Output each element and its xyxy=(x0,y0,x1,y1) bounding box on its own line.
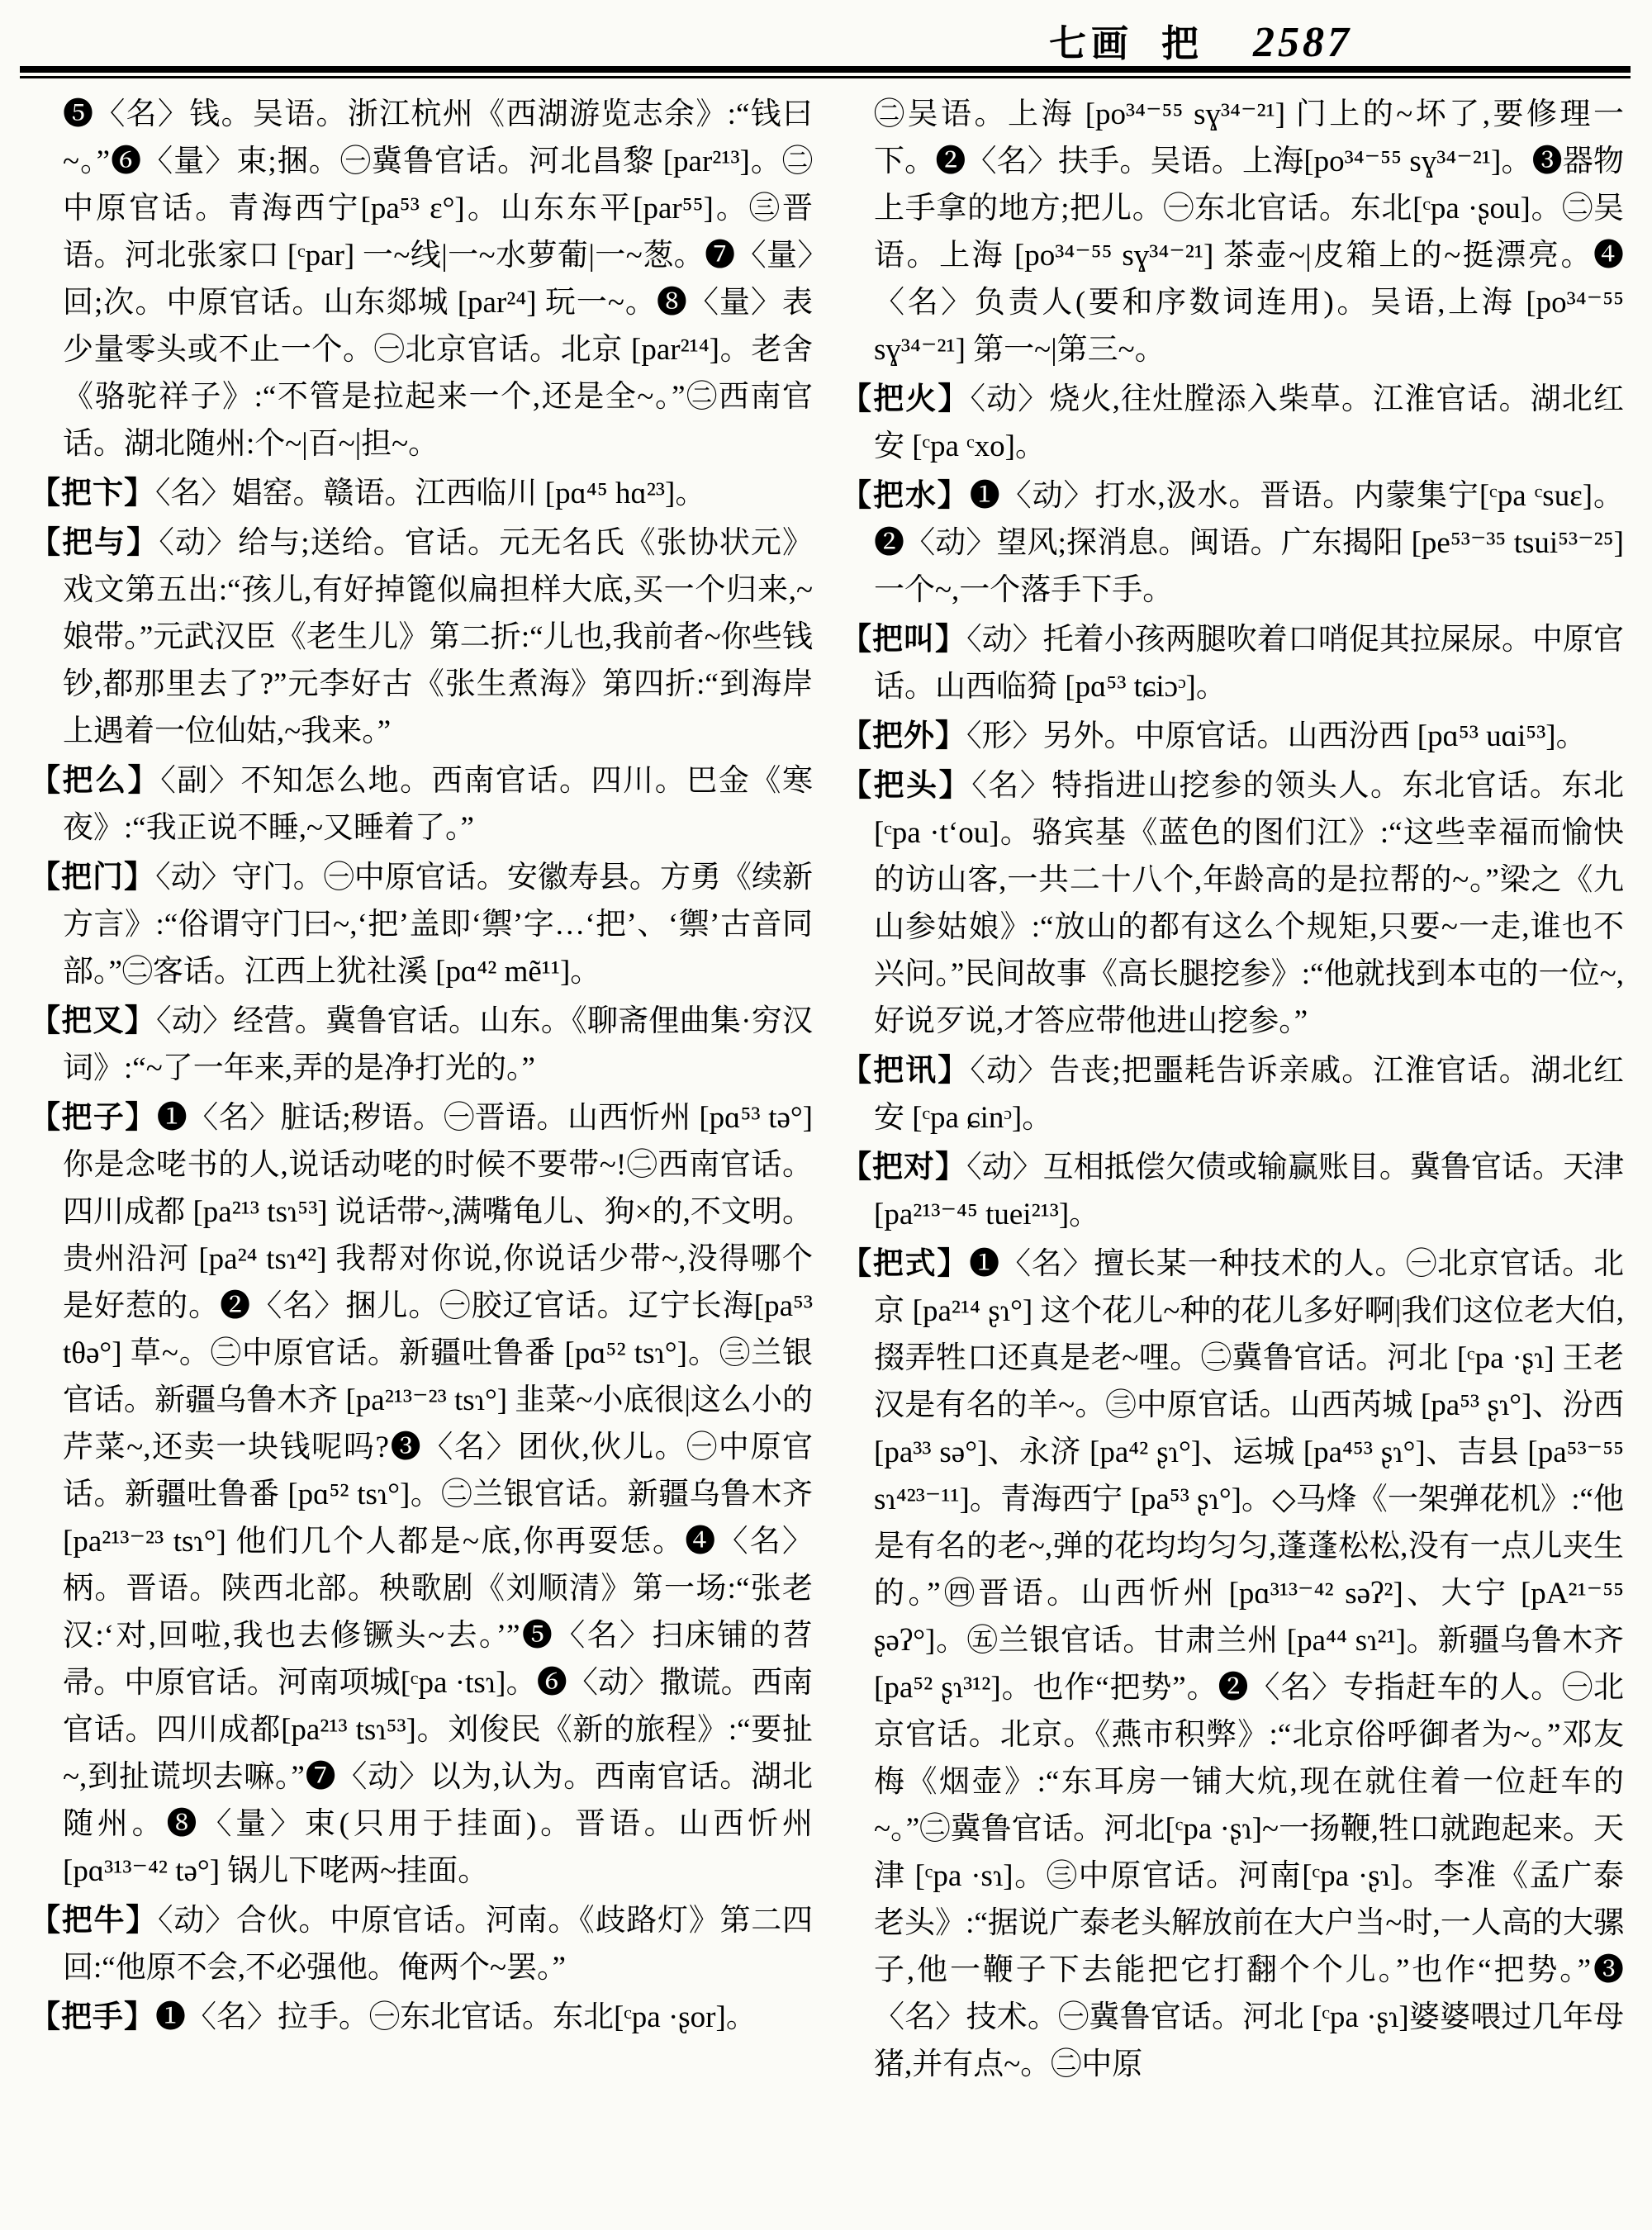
dictionary-entry xyxy=(841,616,1624,710)
entry-headword: 【把牛】 xyxy=(30,1904,159,1938)
dictionary-entry xyxy=(841,762,1624,1045)
entry-body: ❶〈名〉擅长某一种技术的人。㊀北京官话。北京 [pa²¹⁴ ʂɿ°] 这个花儿~种的花儿多好啊|我们这位老大伯,掇弄牲口还真是老~哩。㊁冀鲁官话。河北 [ᶜpa ·ʂɿ] 王老汉是有名的羊~。㊂中原官话。山西芮城 [pa⁵³ ʂɿ°]、汾西 [pa³³ sə°]、永济 [pa⁴² ʂɿ°]、运城 [pa⁴⁵³ ʂɿ°]、吉县 [pa⁵³⁻⁵⁵ sɿ⁴²³⁻¹¹]。青海西宁 [pa⁵³ ʂɿ°]。◇马烽《一架弹花机》:“他是有名的老~,弹的花均均匀匀,蓬蓬松松,没有一点儿夹生的。”㊃晋语。山西忻州 [pɑ³¹³⁻⁴² səʔ²]、大宁 [pA²¹⁻⁵⁵ ʂəʔ°]。㊄兰银官话。甘肃兰州 [pa⁴⁴ sɿ²¹]。新疆乌鲁木齐[pa⁵² ʂɿ³¹²]。也作“把势”。❷〈名〉专指赶车的人。㊀北京官话。北京。《燕市积弊》:“北京俗呼御者为~。”邓友梅《烟壶》:“东耳房一铺大炕,现在就住着一位赶车的~。”㊁冀鲁官话。河北[ᶜpa ·ʂɿ]~一扬鞭,牲口就跑起来。天津 [ᶜpa ·sɿ]。㊂中原官话。河南[ᶜpa ·ʂɿ]。李准《孟广泰老头》:“据说广泰老头解放前在大户当~时,一人高的大骡子,他一鞭子下去能把它打翻个个儿。”也作“把势。”❸〈名〉技术。㊀冀鲁官话。河北 [ᶜpa ·ʂɿ]婆婆喂过几年母猪,并有点~。㊁中原 xyxy=(874,1247,1624,2081)
entry-body: 〈动〉经营。冀鲁官话。山东。《聊斋俚曲集·穷汉词》:“~了一年来,弄的是净打光的。” xyxy=(63,1004,813,1085)
entry-headword: 【把叫】 xyxy=(841,623,967,657)
head-character: 把 xyxy=(1161,23,1204,64)
entry-body: 〈动〉托着小孩两腿吹着口哨促其拉屎尿。中原官话。山西临猗 [pɑ⁵³ tɕiɔᵓ]。 xyxy=(874,623,1624,704)
entry-headword: 【把讯】 xyxy=(841,1054,971,1088)
entry-headword: 【把子】 xyxy=(30,1101,157,1135)
entry-headword: 【把手】 xyxy=(30,2000,155,2034)
entry-body: 〈动〉给与;送给。官话。元无名氏《张协状元》戏文第五出:“孩儿,有好掉篦似扁担样大底,买一个归来,~娘带。”元武汉臣《老生儿》第二折:“儿也,我前者~你些钱钞,都那里去了?”元李好古《张生煮海》第四折:“到海岸上遇着一位仙姑,~我来。” xyxy=(63,526,813,748)
entry-headword: 【把头】 xyxy=(841,769,972,803)
divider-thick-line xyxy=(20,66,1631,73)
dictionary-entry xyxy=(30,520,813,755)
entry-body: ❶〈名〉脏话;秽语。㊀晋语。山西忻州 [pɑ⁵³ tə°] 你是念咾书的人,说话动咾的时候不要带~!㊁西南官话。四川成都 [pa²¹³ tsɿ⁵³] 说话带~,满嘴龟儿、狗×的,不文明。贵州沿河 [pa²⁴ tsɿ⁴²] 我帮对你说,你说话少带~,没得哪个是好惹的。❷〈名〉捆儿。㊀胶辽官话。辽宁长海[pa⁵³ tθə°] 草~。㊁中原官话。新疆吐鲁番 [pɑ⁵² tsɿ°]。㊂兰银官话。新疆乌鲁木齐 [pa²¹³⁻²³ tsɿ°] 韭菜~小底很|这么小的芹菜~,还卖一块钱呢吗?❸〈名〉团伙,伙儿。㊀中原官话。新疆吐鲁番 [pɑ⁵² tsɿ°]。㊁兰银官话。新疆乌鲁木齐 [pa²¹³⁻²³ tsɿ°] 他们几个人都是~底,你再耍恁。❹〈名〉柄。晋语。陕西北部。秧歌剧《刘顺清》第一场:“张老汉:‘对,回啦,我也去修镢头~去。’”❺〈名〉扫床铺的苕帚。中原官话。河南项城[ᶜpa ·tsɿ]。❻〈动〉撒谎。西南官话。四川成都[pa²¹³ tsɿ⁵³]。刘俊民《新的旅程》:“要扯~,到扯谎坝去嘛。”❼〈动〉以为,认为。西南官话。湖北随州。❽〈量〉束(只用于挂面)。晋语。山西忻州[pɑ³¹³⁻⁴² tə°] 锅儿下咾两~挂面。 xyxy=(63,1101,813,1888)
entry-headword: 【把与】 xyxy=(30,526,159,560)
entry-body: 〈动〉烧火,往灶膛添入柴草。江淮官话。湖北红安 [ᶜpa ᶜxo]。 xyxy=(874,382,1624,463)
entry-headword: 【把叉】 xyxy=(30,1004,157,1038)
continued-entry-text xyxy=(841,91,1624,373)
page-header xyxy=(0,0,1652,66)
page-number: 2587 xyxy=(1253,19,1353,66)
dictionary-entry xyxy=(841,1241,1624,2088)
dictionary-entry xyxy=(30,1994,813,2041)
entry-headword: 【把外】 xyxy=(841,719,966,753)
dictionary-entry xyxy=(841,1047,1624,1141)
dictionary-entry xyxy=(30,470,813,517)
entry-headword: 【把卞】 xyxy=(30,477,155,510)
entry-body: 〈动〉互相抵偿欠债或输赢账目。冀鲁官话。天津 [pa²¹³⁻⁴⁵ tuei²¹³]。 xyxy=(874,1151,1624,1231)
entry-body: 〈动〉合伙。中原官话。河南。《歧路灯》第二四回:“他原不会,不必强他。俺两个~罢。” xyxy=(63,1904,813,1985)
left-column xyxy=(30,91,813,2222)
divider-thin-line xyxy=(20,76,1631,78)
entry-headword: 【把对】 xyxy=(841,1151,967,1184)
right-column xyxy=(841,91,1624,2222)
dictionary-entry xyxy=(30,1897,813,1991)
dictionary-entry xyxy=(30,1094,813,1895)
radical-stroke-section: 七画 xyxy=(1049,23,1134,64)
entry-body: ❶〈名〉拉手。㊀东北官话。东北[ᶜpa ·ʂor]。 xyxy=(155,2000,757,2034)
entry-headword: 【把门】 xyxy=(30,861,156,894)
entry-body: 〈动〉守门。㊀中原官话。安徽寿县。方勇《续新方言》:“俗谓守门曰~,‘把’盖即‘禦’字…‘把’、‘禦’古音同部。”㊁客话。江西上犹社溪 [pɑ⁴² mẽ¹¹]。 xyxy=(63,861,813,989)
running-head xyxy=(1049,13,1352,67)
dictionary-entry xyxy=(30,998,813,1092)
continued-entry-text xyxy=(30,91,813,467)
entry-body: 〈副〉不知怎么地。西南官话。四川。巴金《寒夜》:“我正说不睡,~又睡着了。” xyxy=(63,764,813,845)
header-divider-rule xyxy=(20,66,1631,78)
entry-headword: 【把火】 xyxy=(841,382,971,416)
entry-body: 〈名〉特指进山挖参的领头人。东北官话。东北[ᶜpa ·tʻou]。骆宾基《蓝色的图们江》:“这些幸福而愉快的访山客,一共二十八个,年龄高的是拉帮的~。”梁之《九山参姑娘》:“放山的都有这么个规矩,只要~一走,谁也不兴问。”民间故事《高长腿挖参》:“他就找到本屯的一位~,好说歹说,才答应带他进山挖参。” xyxy=(874,769,1624,1038)
dictionary-entry xyxy=(841,472,1624,614)
entry-body: ❶〈动〉打水,汲水。晋语。内蒙集宁[ᶜpa ᶜsuɛ]。❷〈动〉望风;探消息。闽语。广东揭阳 [pe⁵³⁻³⁵ tsui⁵³⁻²⁵] 一个~,一个落手下手。 xyxy=(874,479,1624,607)
entry-body: 〈名〉娼窑。赣语。江西临川 [pɑ⁴⁵ hɑ²³]。 xyxy=(155,477,706,510)
entry-headword: 【把水】 xyxy=(841,479,970,513)
dictionary-entry xyxy=(30,757,813,852)
entry-body: 〈动〉告丧;把噩耗告诉亲戚。江淮官话。湖北红安 [ᶜpa ɕinᵓ]。 xyxy=(874,1054,1624,1135)
entry-headword: 【把式】 xyxy=(841,1247,970,1281)
entry-body: 〈形〉另外。中原官话。山西汾西 [pɑ⁵³ uɑi⁵³]。 xyxy=(966,719,1587,753)
entry-body: ㊁吴语。上海 [po³⁴⁻⁵⁵ sɣ³⁴⁻²¹] 门上的~坏了,要修理一下。❷〈名〉扶手。吴语。上海[po³⁴⁻⁵⁵ sɣ³⁴⁻²¹]。❸器物上手拿的地方;把儿。㊀东北官话。东北[ᶜpa ·ʂou]。㊁吴语。上海 [po³⁴⁻⁵⁵ sɣ³⁴⁻²¹] 茶壶~|皮箱上的~挺漂亮。❹〈名〉负责人(要和序数词连用)。吴语,上海 [po³⁴⁻⁵⁵ sɣ³⁴⁻²¹] 第一~|第三~。 xyxy=(874,97,1624,367)
entry-headword: 【把么】 xyxy=(30,764,161,798)
dictionary-entry xyxy=(841,1144,1624,1238)
entry-body: ❺〈名〉钱。吴语。浙江杭州《西湖游览志余》:“钱曰~。”❻〈量〉束;捆。㊀冀鲁官话。河北昌黎 [par²¹³]。㊁中原官话。青海西宁[pa⁵³ ɛ°]。山东东平[par⁵⁵]。㊂晋语。河北张家口 [ᶜpar] 一~线|一~水萝葡|一~葱。❼〈量〉回;次。中原官话。山东郯城 [par²⁴] 玩一~。❽〈量〉表少量零头或不止一个。㊀北京官话。北京 [par²¹⁴]。老舍《骆驼祥子》:“不管是拉起来一个,还是全~。”㊁西南官话。湖北随州:个~|百~|担~。 xyxy=(63,97,813,461)
dictionary-entry xyxy=(841,376,1624,470)
dictionary-entry xyxy=(841,713,1624,760)
dictionary-entry xyxy=(30,854,813,995)
